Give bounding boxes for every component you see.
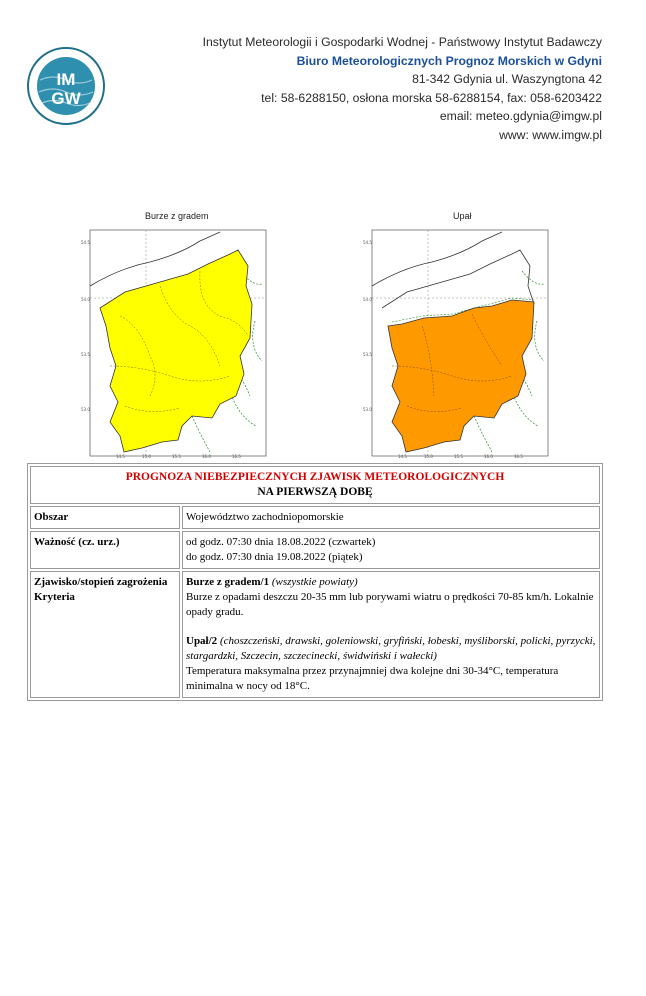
area-value: Województwo zachodniopomorskie: [182, 506, 600, 529]
heat-scope: (choszczeński, drawski, goleniowski, gryfiński, łobeski, myśliborski, policki, pyrzycki, stargardzki, Szczecin, szczecinecki, świdwiński i wałecki): [186, 635, 596, 662]
svg-text:15.5: 15.5: [172, 454, 181, 458]
storm-title: Burze z gradem/1: [186, 576, 270, 588]
forecast-period-title: NA PIERWSZĄ DOBĘ: [257, 486, 373, 498]
map-title-heat: Upał: [453, 211, 472, 221]
svg-text:54.0: 54.0: [363, 297, 372, 302]
svg-text:53.0: 53.0: [81, 407, 90, 412]
storm-description: Burze z opadami deszczu 20-35 mm lub porywami wiatru o prędkości 70-85 km/h. Lokalnie opady gradu.: [186, 591, 594, 618]
table-title-cell: [30, 466, 600, 504]
svg-text:15.0: 15.0: [142, 454, 151, 458]
heat-warning-map: [362, 226, 554, 458]
phenomenon-label-line1: Zjawisko/stopień zagrożenia: [34, 576, 168, 588]
phone-numbers: tel: 58-6288150, osłona morska 58-6288154, fax: 058-6203422: [261, 90, 602, 105]
storm-scope: (wszystkie powiaty): [271, 576, 358, 588]
validity-value: [182, 531, 600, 569]
svg-text:53.5: 53.5: [363, 352, 372, 357]
storm-warning-map: [80, 226, 272, 458]
validity-label: Ważność (cz. urz.): [30, 531, 180, 569]
forecast-table: [27, 463, 603, 701]
svg-text:53.5: 53.5: [81, 352, 90, 357]
storm-warning: [186, 575, 596, 590]
area-label: Obszar: [30, 506, 180, 529]
svg-text:15.5: 15.5: [454, 454, 463, 458]
logo-text-bottom: GW: [51, 89, 81, 108]
svg-text:54.5: 54.5: [363, 240, 372, 245]
svg-text:16.0: 16.0: [484, 454, 493, 458]
imgw-logo: [26, 40, 106, 130]
svg-text:53.0: 53.0: [363, 407, 372, 412]
logo-text-top: IM: [56, 70, 76, 89]
validity-from: od godz. 07:30 dnia 18.08.2022 (czwartek): [186, 536, 376, 548]
office-name: Biuro Meteorologicznych Prognoz Morskich w Gdyni: [296, 53, 602, 68]
svg-text:16.5: 16.5: [232, 454, 241, 458]
phenomenon-details: [182, 571, 600, 698]
svg-text:14.5: 14.5: [116, 454, 125, 458]
svg-text:15.0: 15.0: [424, 454, 433, 458]
email: email: meteo.gdynia@imgw.pl: [439, 109, 602, 124]
heat-warning: [186, 634, 596, 664]
validity-to: do godz. 07:30 dnia 19.08.2022 (piątek): [186, 551, 363, 563]
svg-text:14.5: 14.5: [398, 454, 407, 458]
map-title-storms: Burze z gradem: [145, 211, 209, 221]
heat-description: Temperatura maksymalna przez przynajmniej dwa kolejne dni 30-34°C, temperatura minimalna w nocy od 18°C.: [186, 665, 559, 692]
institute-name: Instytut Meteorologii i Gospodarki Wodnej - Państwowy Instytut Badawczy: [202, 35, 602, 49]
institution-header: [203, 33, 602, 145]
svg-text:16.5: 16.5: [514, 454, 523, 458]
svg-text:54.0: 54.0: [81, 297, 90, 302]
forecast-title: PROGNOZA NIEBEZPIECZNYCH ZJAWISK METEOROLOGICZNYCH: [125, 471, 505, 483]
website: www: www.imgw.pl: [499, 127, 602, 142]
phenomenon-label-line2: Kryteria: [34, 591, 75, 603]
svg-text:54.5: 54.5: [81, 240, 90, 245]
address: 81-342 Gdynia ul. Waszyngtona 42: [412, 72, 602, 87]
svg-text:16.0: 16.0: [202, 454, 211, 458]
phenomenon-label: [30, 571, 180, 698]
heat-title: Upał/2: [186, 635, 218, 647]
